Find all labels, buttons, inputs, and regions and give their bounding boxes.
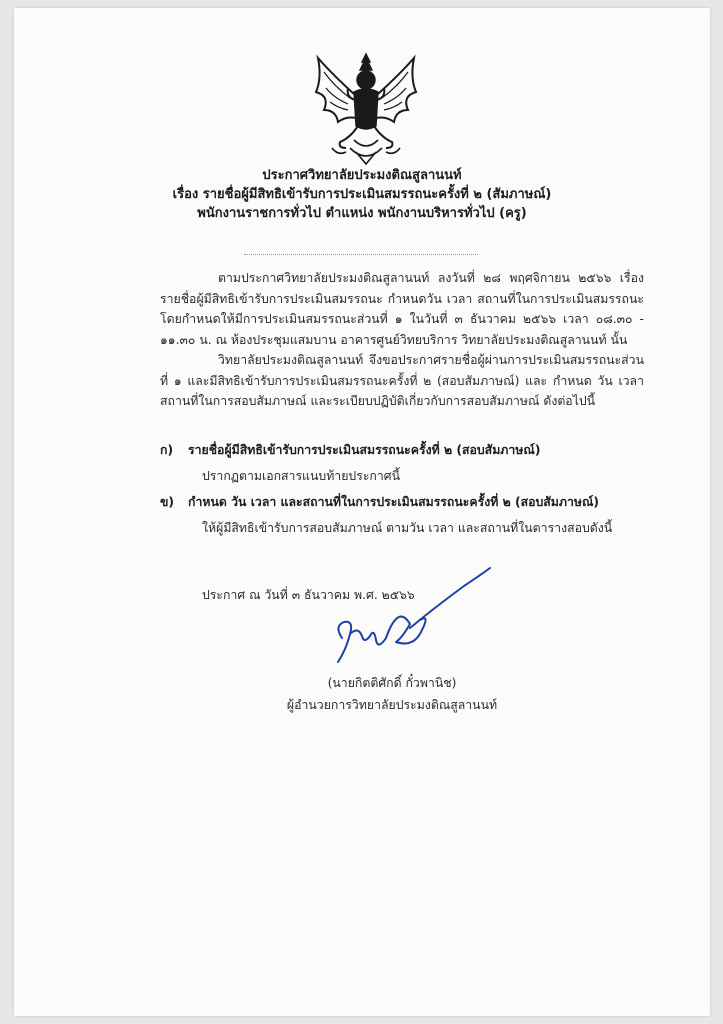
title-line-organization: ประกาศวิทยาลัยประมงติณสูลานนท์ [262,168,462,183]
item-detail-b: ให้ผู้มีสิทธิเข้ารับการสอบสัมภาษณ์ ตามวัน เวลา และสถานที่ในตารางสอบดังนี้ [202,521,613,535]
item-heading: กำหนด วัน เวลา และสถานที่ในการประเมินสมรรถนะครั้งที่ ๒ (สอบสัมภาษณ์) [188,495,600,509]
body-paragraph-1: ตามประกาศวิทยาลัยประมงติณสูลานนท์ ลงวันที่ ๒๘ พฤศจิกายน ๒๕๖๖ เรื่อง รายชื่อผู้มีสิทธิเข้ารับการประเมินสมรรถนะ กำหนดวัน เวลา สถานที่ในการประเมินสมรรถนะ โดยกำหนดให้มีการประเมินสมรรถนะส่วนที่ ๑ ในวันที่ ๓ ธันวาคม ๒๕๖๖ เวลา ๐๘.๓๐ - ๑๑.๓๐ น. ณ ห้องประชุมแสมบาน อาคารศูนย์วิทยบริการ วิทยาลัยประมงติณสูลานนท์ นั้น [160,271,644,347]
item-heading: รายชื่อผู้มีสิทธิเข้ารับการประเมินสมรรถนะครั้งที่ ๒ (สอบสัมภาษณ์) [188,443,541,457]
body-paragraph-2: วิทยาลัยประมงติณสูลานนท์ จึงขอประกาศรายชื่อผู้ผ่านการประเมินสมรรถนะส่วนที่ ๑ และมีสิทธิเข้ารับการประเมินสมรรถนะครั้งที่ ๒ (สอบสัมภาษณ์) และ กำหนด วัน เวลา สถานที่ในการสอบสัมภาษณ์ และระเบียบปฏิบัติเกี่ยวกับการสอบสัมภาษณ์ ดังต่อไปนี้ [160,353,644,408]
item-marker: ก) [160,443,174,457]
document-page [14,8,710,1016]
signer-name: (นายกิตติศักดิ์ กั๋วพานิช) [327,676,457,690]
announcement-body [160,268,644,412]
announcement-title [14,166,710,223]
signer-title: ผู้อำนวยการวิทยาลัยประมงติณสูลานนท์ [286,698,498,712]
announcement-date: ประกาศ ณ วันที่ ๓ ธันวาคม พ.ศ. ๒๕๖๖ [202,588,415,602]
title-line-subject: เรื่อง รายชื่อผู้มีสิทธิเข้ารับการประเมินสมรรถนะครั้งที่ ๒ (สัมภาษณ์) [172,187,552,202]
handwritten-signature-icon [314,564,514,674]
garuda-emblem-icon [310,52,422,166]
item-detail-a: ปรากฏตามเอกสารแนบท้ายประกาศนี้ [202,469,400,483]
title-divider [244,254,478,255]
item-marker: ข) [160,495,175,509]
title-line-position: พนักงานราชการทั่วไป ตำแหน่ง พนักงานบริหารทั่วไป (ครู) [197,206,527,221]
